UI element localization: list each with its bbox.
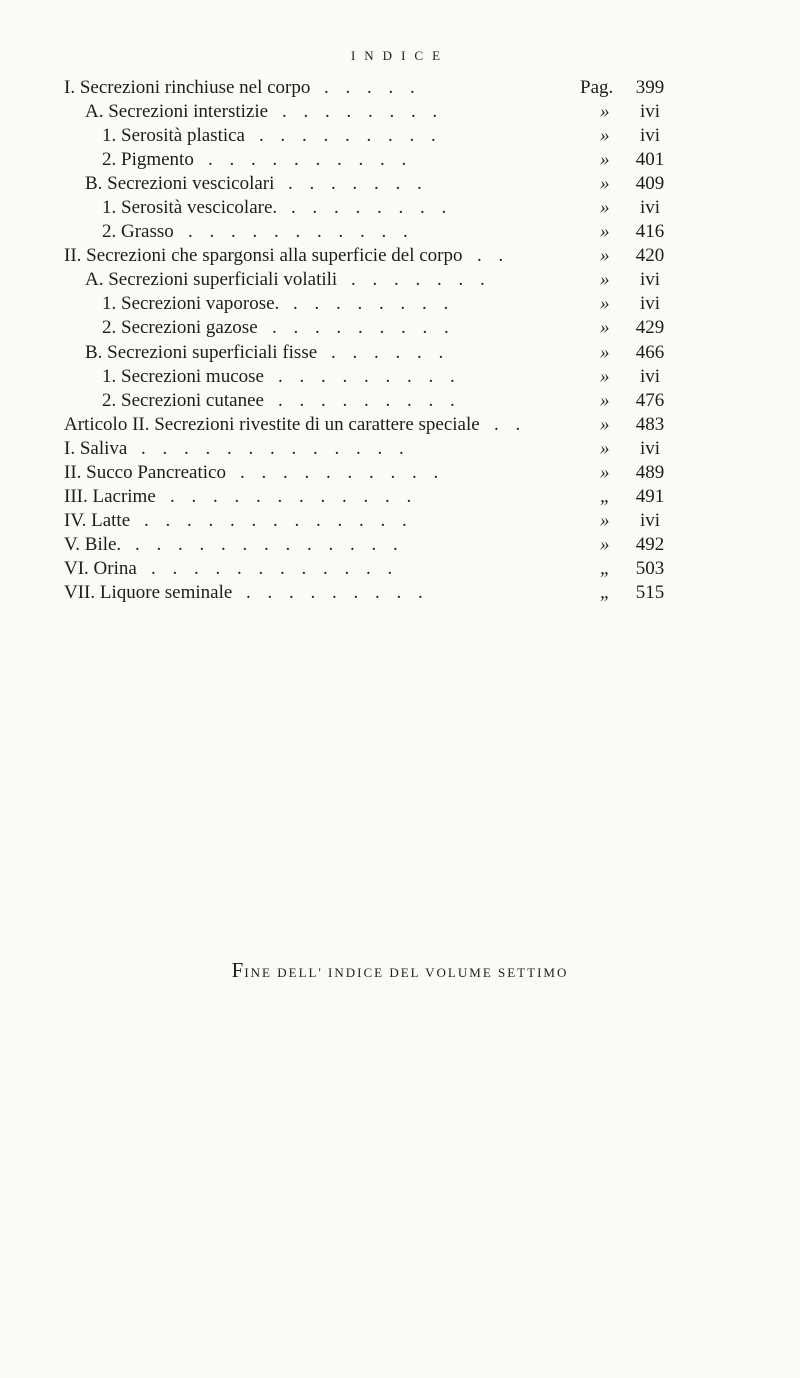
toc-row bbox=[0, 148, 800, 172]
toc-leader-dots: . . . . . . . . . . bbox=[240, 461, 445, 483]
toc-page-number: 489 bbox=[635, 461, 665, 483]
toc-page-number: 416 bbox=[635, 221, 665, 243]
toc-row bbox=[0, 220, 800, 244]
toc-leader-dots: . . . . . bbox=[324, 77, 421, 98]
toc-entry-title: B. Secrezioni vescicolari bbox=[85, 173, 275, 195]
toc-page-prefix: „ bbox=[600, 581, 611, 603]
toc-entry-title: B. Secrezioni superficiali fisse bbox=[85, 341, 318, 363]
toc-entry-title: 1. Secrezioni vaporose. bbox=[102, 293, 280, 315]
toc-row bbox=[0, 461, 800, 485]
toc-row bbox=[0, 341, 800, 365]
page-header: INDICE bbox=[350, 48, 450, 63]
toc-page-number: 483 bbox=[635, 413, 665, 435]
toc-page-number: 503 bbox=[635, 557, 665, 579]
toc-leader-dots: . . . . . . . . . . bbox=[208, 149, 413, 171]
toc-entry-title: VII. Liquore seminale bbox=[64, 581, 233, 603]
table-of-contents bbox=[0, 76, 800, 605]
toc-page-number: ivi bbox=[639, 437, 661, 459]
toc-page-number: ivi bbox=[639, 269, 661, 291]
toc-page-number: 466 bbox=[635, 341, 665, 363]
toc-row bbox=[0, 581, 800, 605]
toc-leader-dots: . . . . . . . . . . . . bbox=[151, 557, 399, 579]
closing-line-initial: F bbox=[231, 958, 245, 982]
toc-page-prefix: » bbox=[600, 533, 610, 555]
toc-page-prefix: » bbox=[600, 437, 610, 459]
toc-row bbox=[0, 100, 800, 124]
toc-page-number: 399 bbox=[635, 77, 665, 98]
toc-page-number: ivi bbox=[639, 293, 661, 315]
toc-page-prefix: » bbox=[600, 365, 610, 387]
closing-line bbox=[0, 958, 800, 983]
toc-page-prefix: » bbox=[600, 317, 610, 339]
toc-leader-dots: . . . . . . . bbox=[351, 269, 491, 291]
toc-page-number: ivi bbox=[639, 197, 661, 219]
toc-leader-dots: . . . . . . . . . bbox=[278, 365, 461, 387]
toc-leader-dots: . . . . . . . . . bbox=[259, 125, 442, 147]
toc-entry-title: II. Succo Pancreatico bbox=[64, 461, 226, 483]
toc-leader-dots: . . . . . . . . . . . . . bbox=[144, 509, 413, 531]
toc-leader-dots: . . . . . . . . . bbox=[272, 317, 455, 339]
closing-line-text: INE DELL' INDICE DEL VOLUME SETTIMO bbox=[244, 965, 569, 980]
toc-page-number: 401 bbox=[635, 149, 665, 171]
toc-leader-dots: . . . . . . . . . bbox=[278, 389, 461, 411]
toc-leader-dots: . . . . . . . . . . . . bbox=[170, 485, 418, 507]
toc-leader-dots: . . . . . . . . bbox=[291, 197, 453, 219]
toc-entry-title: 2. Secrezioni gazose bbox=[102, 317, 258, 339]
toc-page-number: ivi bbox=[639, 509, 661, 531]
toc-page-prefix: » bbox=[600, 461, 610, 483]
toc-leader-dots: . . . . . . . . bbox=[282, 101, 444, 123]
toc-row bbox=[0, 244, 800, 268]
toc-entry-title: 2. Secrezioni cutanee bbox=[102, 389, 264, 411]
toc-entry-title: IV. Latte bbox=[64, 509, 131, 531]
toc-page-prefix: „ bbox=[600, 485, 611, 507]
toc-entry-title: A. Secrezioni interstizie bbox=[85, 101, 269, 123]
toc-entry-title: Articolo II. Secrezioni rivestite di un carattere speciale bbox=[64, 413, 480, 435]
toc-entry-title: 1. Secrezioni mucose bbox=[102, 365, 264, 387]
toc-row bbox=[0, 76, 800, 100]
toc-leader-dots: . . bbox=[477, 245, 510, 267]
toc-page-prefix: » bbox=[600, 269, 610, 291]
toc-row bbox=[0, 124, 800, 148]
toc-leader-dots: . . . . . . . . . bbox=[246, 581, 429, 603]
toc-page-prefix: » bbox=[600, 173, 610, 195]
toc-row bbox=[0, 437, 800, 461]
toc-page-prefix: Pag. bbox=[580, 77, 614, 98]
toc-page-prefix: » bbox=[600, 413, 610, 435]
toc-entry-title: A. Secrezioni superficiali volatili bbox=[85, 269, 338, 291]
toc-row bbox=[0, 196, 800, 220]
toc-page-number: 492 bbox=[635, 533, 665, 555]
toc-entry-title: I. Secrezioni rinchiuse nel corpo bbox=[64, 77, 311, 98]
toc-leader-dots: . . bbox=[494, 413, 527, 435]
toc-page-prefix: » bbox=[600, 197, 610, 219]
toc-leader-dots: . . . . . . bbox=[331, 341, 450, 363]
toc-entry-title: 2. Pigmento bbox=[102, 149, 194, 171]
toc-page-number: ivi bbox=[639, 101, 661, 123]
toc-page-number: 476 bbox=[635, 389, 665, 411]
toc-row bbox=[0, 292, 800, 316]
toc-leader-dots: . . . . . . . bbox=[288, 173, 428, 195]
toc-page-number: 420 bbox=[635, 245, 665, 267]
toc-page-prefix: » bbox=[600, 221, 610, 243]
toc-page-number: ivi bbox=[639, 365, 661, 387]
toc-page-number: 429 bbox=[635, 317, 665, 339]
toc-entry-title: 2. Grasso bbox=[102, 221, 174, 243]
toc-row bbox=[0, 485, 800, 509]
toc-entry-title: V. Bile. bbox=[64, 533, 122, 555]
toc-row bbox=[0, 509, 800, 533]
toc-row bbox=[0, 268, 800, 292]
toc-entry-title: VI. Orina bbox=[64, 557, 137, 579]
toc-row bbox=[0, 557, 800, 581]
toc-leader-dots: . . . . . . . . . . . bbox=[188, 221, 414, 243]
toc-entry-title: II. Secrezioni che spargonsi alla superficie del corpo bbox=[64, 245, 463, 267]
toc-row bbox=[0, 316, 800, 340]
toc-page-prefix: » bbox=[600, 293, 610, 315]
toc-page-prefix: » bbox=[600, 509, 610, 531]
toc-leader-dots: . . . . . . . . . . . . . bbox=[141, 437, 410, 459]
toc-row bbox=[0, 533, 800, 557]
toc-entry-title: 1. Serosità vescicolare. bbox=[102, 197, 278, 219]
toc-page-number: 491 bbox=[635, 485, 665, 507]
toc-page-prefix: „ bbox=[600, 557, 611, 579]
toc-page-prefix: » bbox=[600, 341, 610, 363]
toc-row bbox=[0, 365, 800, 389]
toc-page-prefix: » bbox=[600, 245, 610, 267]
toc-page-prefix: » bbox=[600, 389, 610, 411]
toc-leader-dots: . . . . . . . . bbox=[293, 293, 455, 315]
toc-entry-title: 1. Serosità plastica bbox=[102, 125, 245, 147]
toc-page-number: ivi bbox=[639, 125, 661, 147]
toc-page-number: 409 bbox=[635, 173, 665, 195]
toc-row bbox=[0, 172, 800, 196]
toc-leader-dots: . . . . . . . . . . . . . bbox=[135, 533, 404, 555]
toc-entry-title: III. Lacrime bbox=[64, 485, 156, 507]
toc-entry-title: I. Saliva bbox=[64, 437, 128, 459]
toc-row bbox=[0, 413, 800, 437]
toc-page-number: 515 bbox=[635, 581, 665, 603]
toc-page-prefix: » bbox=[600, 125, 610, 147]
toc-page-prefix: » bbox=[600, 101, 610, 123]
toc-page-prefix: » bbox=[600, 149, 610, 171]
toc-row bbox=[0, 389, 800, 413]
